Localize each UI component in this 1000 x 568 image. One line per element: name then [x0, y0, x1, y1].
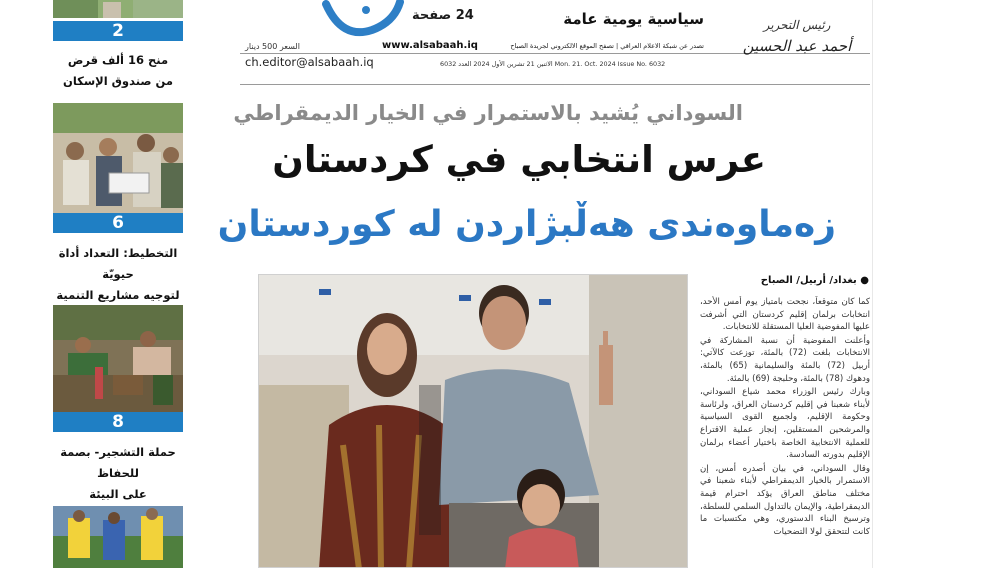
article-body	[700, 296, 870, 568]
headline-kicker[interactable]: السوداني يُشيد بالاستمرار في الخيار الديمقراطي	[233, 101, 743, 125]
thumbnail-image	[53, 506, 183, 568]
editor-title: رئيس التحرير	[763, 18, 831, 32]
website-link[interactable]: www.alsabaah.iq	[382, 40, 478, 51]
thumbnail-caption: حملة التشجير- بصمة للحفاظ على البيئة	[60, 445, 176, 501]
article-byline: ● بغداد/ أربيل/ الصباح	[760, 275, 869, 286]
thumbnail-image	[53, 103, 183, 213]
tagline: سياسية يومية عامة	[563, 10, 704, 28]
lead-photo[interactable]	[258, 274, 688, 568]
date-issue: الاثنين 21 تشرين الأول 2024 العدد 6032 Mon. 21. Oct. 2024 Issue No. 6032	[440, 60, 666, 68]
pages-count: 24 صفحة	[412, 8, 474, 23]
thumbnail-caption: التخطيط: التعداد أداة حيويّة لتوجيه مشاريع التنمية	[56, 246, 180, 302]
page-index-column	[50, 0, 186, 568]
page-number-badge: 8	[53, 412, 183, 432]
logo-icon	[322, 0, 404, 44]
editor-signature	[732, 4, 862, 74]
price-label: السعر 500 دينار	[245, 42, 300, 51]
masthead-bottom-rule	[240, 84, 870, 85]
editor-email[interactable]: ch.editor@alsabaah.iq	[245, 55, 374, 69]
article-paragraph: وقال السوداني، في بيان أصدره أمس، إن الاستمرار بالخيار الديمقراطي لأبناء شعبنا في مختلف مناطق العراق يؤكد احترام قيمة الديمقراطية، والإيمان بالتداول السلمي للسلطة، وترسيخ البناء الدستوري، وهي مكتسبات ما كانت لتتحقق لولا التضحيات	[700, 463, 870, 537]
article-paragraph: كما كان متوقعاً، نجحت بامتياز يوم أمس الأحد، انتخابات برلمان إقليم كردستان التي أشرفت عليها المفوضية العليا المستقلة للانتخابات.	[700, 297, 870, 333]
election-photo-image	[259, 275, 688, 568]
kurdish-headline[interactable]: زەماوەندی هەڵبژاردن لە کوردستان	[217, 204, 836, 245]
thumbnail-image	[53, 0, 183, 18]
editor-name: أحمد عبد الحسين	[742, 37, 852, 55]
page-number-badge: 2	[53, 21, 183, 41]
newspaper-logo[interactable]	[322, 0, 404, 44]
page-thumbnail[interactable]	[50, 506, 186, 568]
main-headline[interactable]: عرس انتخابي في كردستان	[272, 138, 766, 181]
article-paragraph: وأعلنت المفوضية أن نسبة المشاركة في الانتخابات بلغت (72) بالمئة، توزعت كالآتي: أربيل (72) بالمئة والسليمانية (65) بالمئة، ودهوك (78) بالمئة، وحلبجة (69) بالمئة.	[700, 335, 870, 384]
page-number-badge: 6	[53, 213, 183, 233]
thumbnail-caption: منح 16 ألف قرض من صندوق الإسكان	[63, 53, 173, 88]
page-edge	[872, 0, 873, 568]
article-paragraph: وبارك رئيس الوزراء محمد شياع السوداني، لأبناء شعبنا في إقليم كردستان العراق، ولرئاسة وحكومة الإقليم، ولجميع القوى السياسية والمرشحين المستقلين، إنجاز عملية الاقتراع للعملية الانتخابية الخاصة باختيار أعضاء برلمان الإقليم بدورته السادسة.	[700, 387, 870, 461]
page-thumbnail[interactable]	[50, 305, 186, 501]
page-thumbnail[interactable]	[50, 103, 186, 302]
thumbnail-image	[53, 305, 183, 413]
publisher-note: تصدر عن شبكة الاعلام العراقي | تصفح الموقع الالكتروني لجريدة الصباح	[510, 42, 704, 50]
page-thumbnail[interactable]	[50, 0, 186, 95]
masthead	[230, 0, 870, 92]
